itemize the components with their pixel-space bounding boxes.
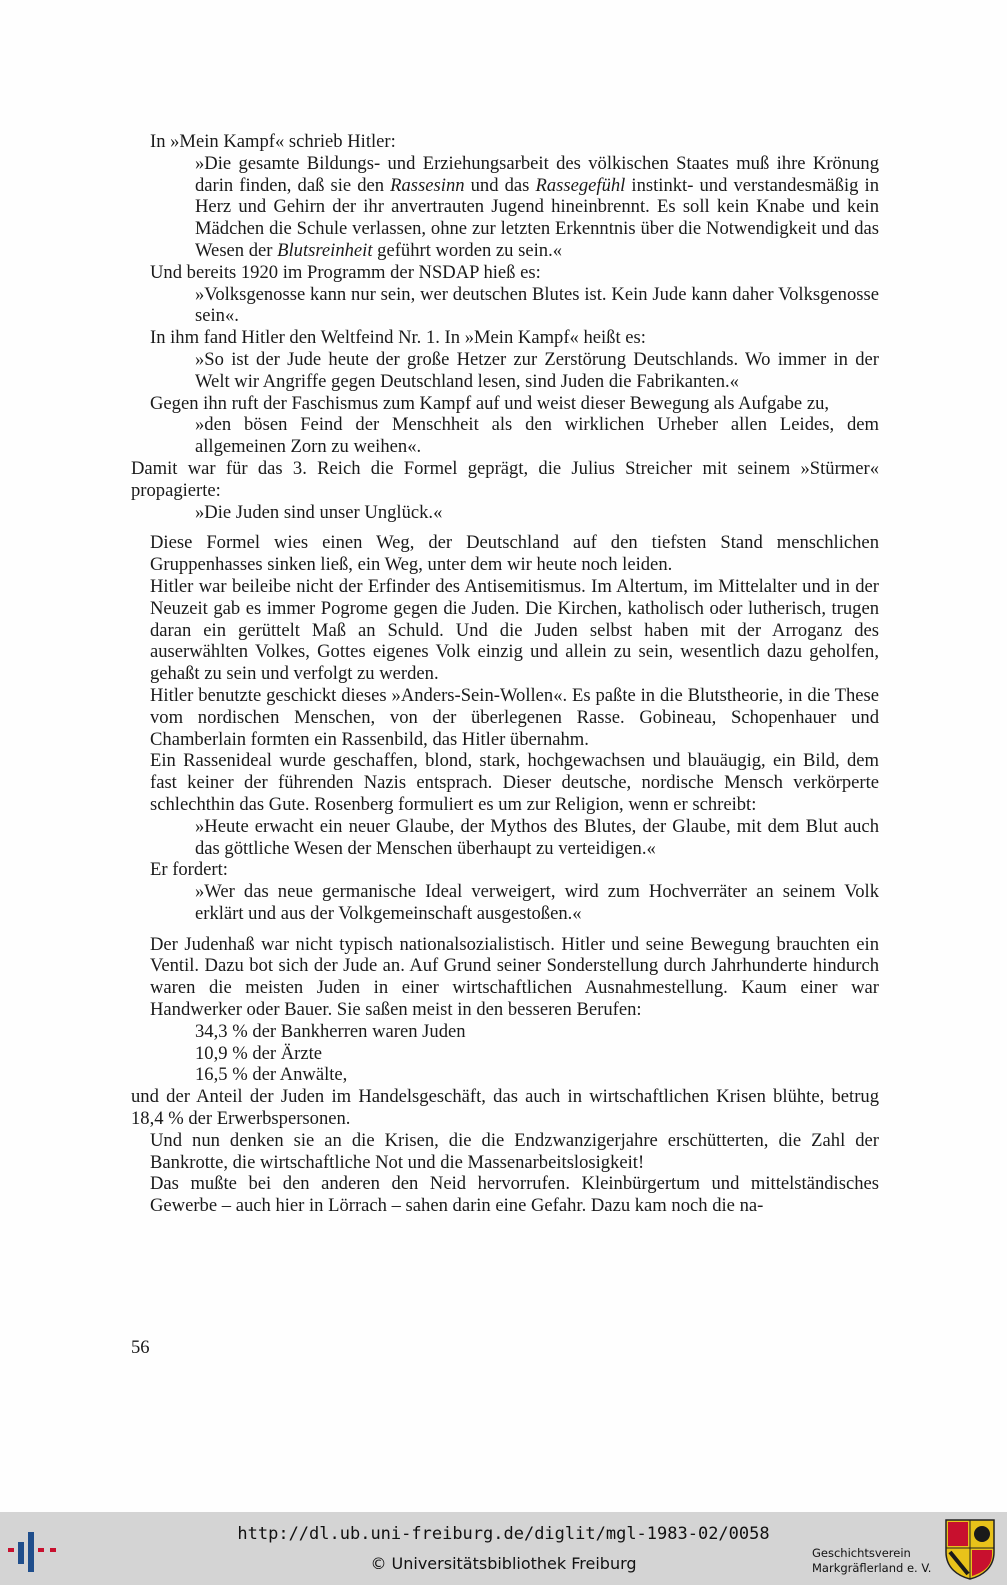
statistic-line: 10,9 % der Ärzte	[195, 1042, 323, 1064]
text-line: Damit war für das 3. Reich die Formel geprägt, die Julius Streicher mit seinem »Stürmer« propagierte:	[131, 457, 879, 501]
footer-bar	[0, 1512, 1007, 1585]
text-line: Und bereits 1920 im Programm der NSDAP hieß es:	[150, 261, 541, 283]
copyright-text: © Universitätsbibliothek Freiburg	[370, 1554, 637, 1573]
statistic-line: 34,3 % der Bankherren waren Juden	[195, 1020, 466, 1042]
society-name	[812, 1546, 931, 1576]
paragraph: Hitler benutzte geschickt dieses »Anders-Sein-Wollen«. Es paßte in die Blutstheorie, in die These vom nordischen Menschen, von der überlegenen Rasse. Gobineau, Schopenhauer und Chamberlain formten ein Rassenbild, das Hitler übernahm.	[150, 684, 879, 750]
block-quote: »Wer das neue germanische Ideal verweigert, wird zum Hochverräter an seinem Volk erklärt und aus der Volkgemeinschaft ausgestoßen.«	[195, 881, 879, 924]
quote-text: »Die gesamte Bildungs- und Erziehungsarbeit des völkischen Staates muß ihre Krönung darin finden, daß sie den	[195, 152, 879, 196]
text-line: In »Mein Kampf« schrieb Hitler:	[150, 131, 396, 152]
text-line: Gegen ihn ruft der Faschismus zum Kampf auf und weist dieser Bewegung als Aufgabe zu,	[150, 392, 830, 414]
quote-text: geführt worden zu sein.«	[372, 239, 563, 261]
body-text	[131, 131, 879, 1217]
block-quote	[131, 153, 879, 262]
statistic-line: 16,5 % der Anwälte,	[195, 1064, 348, 1086]
document-url-link[interactable]: http://dl.ub.uni-freiburg.de/diglit/mgl-1983-02/0058	[237, 1524, 770, 1544]
block-quote: »Heute erwacht ein neuer Glaube, der Mythos des Blutes, der Glaube, mit dem Blut auch das göttliche Wesen der Menschen überhaupt zu verteidigen.«	[195, 815, 879, 859]
paragraph: Ein Rassenideal wurde geschaffen, blond, stark, hochgewachsen und blauäugig, ein Bild, dem fast keiner der führenden Nazis entsprach. Dieser deutsche, nordische Mensch verkörperte schlechthin das Gute. Rosenberg formuliert es um zur Religion, wenn er schreibt:	[150, 750, 879, 815]
paragraph: Der Judenhaß war nicht typisch nationalsozialistisch. Hitler und seine Bewegung brauchten ein Ventil. Dazu bot sich der Jude an. Auf Grund seiner Sonderstellung durch Jahrhunderte hindurch waren die meisten Juden in einer wirtschaftlichen Ausnahmestellung. Kaum einer war Handwerker oder Bauer. Sie saßen meist in den besseren Berufen:	[150, 933, 879, 1021]
block-quote: »den bösen Feind der Menschheit als den wirklichen Urheber allen Leides, dem allgemeinen Zorn zu weihen«.	[195, 414, 879, 458]
paragraph: und der Anteil der Juden im Handelsgeschäft, das auch in wirtschaftlichen Krisen blühte, betrug 18,4 % der Erwerbspersonen.	[131, 1086, 879, 1130]
paragraph: Diese Formel wies einen Weg, der Deutschland auf den tiefsten Stand menschlichen Gruppenhasses sinken ließ, ein Weg, unter dem wir heute noch leiden.	[150, 532, 879, 576]
emphasis-text: Blutsreinheit	[277, 239, 373, 261]
society-line: Markgräflerland e. V.	[812, 1561, 932, 1575]
text-line: In ihm fand Hitler den Weltfeind Nr. 1. In »Mein Kampf« heißt es:	[150, 327, 646, 349]
emphasis-text: Rassesinn	[390, 174, 465, 196]
coat-of-arms-icon	[944, 1518, 996, 1580]
quote-text: instinkt- und verstandesmäßig in Herz und Gehirn der ihr anvertrauten Jugend hineinbrennt. Es soll kein Knabe und kein Mädchen die Schule verlassen, ohne zur letzten Erkenntnis über die Notwendigkeit und das Wesen der	[195, 174, 879, 261]
paragraph: Das mußte bei den anderen den Neid hervorrufen. Kleinbürgertum und mittelständisches Gewerbe – auch hier in Lörrach – sahen darin eine Gefahr. Dazu kam noch die na-	[150, 1173, 879, 1217]
block-quote: »Volksgenosse kann nur sein, wer deutschen Blutes ist. Kein Jude kann daher Volksgenosse sein«.	[195, 283, 879, 327]
text-line: Er fordert:	[150, 859, 228, 881]
quote-text: und das	[464, 174, 536, 196]
page-number: 56	[131, 1337, 150, 1358]
block-quote: »So ist der Jude heute der große Hetzer zur Zerstörung Deutschlands. Wo immer in der Welt wir Angriffe gegen Deutschland lesen, sind Juden die Fabrikanten.«	[195, 348, 879, 392]
society-line: Geschichtsverein	[812, 1546, 911, 1560]
paragraph: Hitler war beileibe nicht der Erfinder des Antisemitismus. Im Altertum, im Mittelalter und in der Neuzeit gab es immer Pogrome gegen die Juden. Die Kirchen, katholisch oder lutherisch, trugen daran ein gerüttelt Maß an Schuld. Und die Juden selbst haben mit der Arroganz des auserwählten Volkes, Gottes eigenes Volk einzig und allein zu sein, wesentlich dazu geholfen, gehaßt zu sein und verfolgt zu werden.	[150, 575, 879, 685]
emphasis-text: Rassegefühl	[535, 174, 626, 196]
block-quote: »Die Juden sind unser Unglück.«	[195, 501, 443, 523]
paragraph: Und nun denken sie an die Krisen, die die Endzwanzigerjahre erschütterten, die Zahl der Bankrotte, die wirtschaftliche Not und die Massenarbeitslosigkeit!	[150, 1129, 879, 1173]
